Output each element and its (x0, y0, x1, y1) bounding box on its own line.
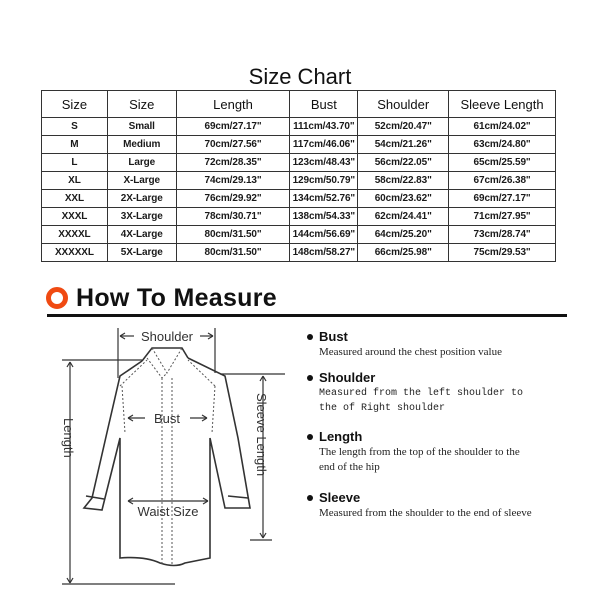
table-cell: 61cm/24.02" (449, 118, 556, 136)
table-cell: 129cm/50.79" (290, 172, 358, 190)
table-cell: Medium (107, 136, 176, 154)
page-title: Size Chart (248, 64, 352, 89)
table-cell: 80cm/31.50" (176, 226, 290, 244)
header-size-code: Size (42, 91, 108, 118)
table-cell: 148cm/58.27" (290, 244, 358, 262)
table-cell: 56cm/22.05" (358, 154, 449, 172)
table-row (42, 136, 556, 154)
table-cell: 3X-Large (107, 208, 176, 226)
table-cell: 54cm/21.26" (358, 136, 449, 154)
table-cell: 4X-Large (107, 226, 176, 244)
table-cell: 73cm/28.74" (449, 226, 556, 244)
bullet-icon (307, 434, 313, 440)
table-row (42, 172, 556, 190)
table-cell: S (42, 118, 108, 136)
table-cell: XL (42, 172, 108, 190)
table-cell: XXXL (42, 208, 108, 226)
table-cell: 5X-Large (107, 244, 176, 262)
table-cell: 134cm/52.76" (290, 190, 358, 208)
diagram-label-length: Length (61, 418, 76, 458)
table-header-row (42, 91, 556, 118)
table-cell: 138cm/54.33" (290, 208, 358, 226)
diagram-label-waist: Waist Size (137, 504, 199, 519)
table-cell: 2X-Large (107, 190, 176, 208)
table-cell: XXXXL (42, 226, 108, 244)
table-cell: Large (107, 154, 176, 172)
table-cell: 60cm/23.62" (358, 190, 449, 208)
table-cell: 58cm/22.83" (358, 172, 449, 190)
heading-divider (47, 314, 567, 317)
table-row (42, 190, 556, 208)
table-cell: 111cm/43.70" (290, 118, 358, 136)
diagram-label-sleeve: Sleeve Length (254, 393, 269, 477)
table-cell: M (42, 136, 108, 154)
table-cell: 69cm/27.17" (449, 190, 556, 208)
table-cell: 80cm/31.50" (176, 244, 290, 262)
measure-instructions (305, 328, 565, 531)
table-cell: 71cm/27.95" (449, 208, 556, 226)
header-shoulder: Shoulder (358, 91, 449, 118)
table-cell: 72cm/28.35" (176, 154, 290, 172)
bullet-icon (307, 375, 313, 381)
orange-circle-icon (46, 287, 68, 309)
instruction-shoulder: Shoulder Measured from the left shoulder to the of Right shoulder (305, 369, 565, 416)
table-cell: 52cm/20.47" (358, 118, 449, 136)
table-cell: 69cm/27.17" (176, 118, 290, 136)
table-cell: X-Large (107, 172, 176, 190)
instruction-length: Length The length from the top of the shoulder to the end of the hip (305, 428, 565, 475)
size-chart-table (41, 90, 556, 262)
table-cell: 76cm/29.92" (176, 190, 290, 208)
table-cell: XXXXXL (42, 244, 108, 262)
header-sleeve-length: Sleeve Length (449, 91, 556, 118)
table-cell: 144cm/56.69" (290, 226, 358, 244)
table-cell: 75cm/29.53" (449, 244, 556, 262)
header-size-name: Size (107, 91, 176, 118)
diagram-label-shoulder: Shoulder (140, 329, 194, 344)
table-cell: L (42, 154, 108, 172)
table-row (42, 154, 556, 172)
table-cell: 78cm/30.71" (176, 208, 290, 226)
table-cell: 62cm/24.41" (358, 208, 449, 226)
table-cell: 123cm/48.43" (290, 154, 358, 172)
table-cell: 67cm/26.38" (449, 172, 556, 190)
table-cell: 65cm/25.59" (449, 154, 556, 172)
bullet-icon (307, 334, 313, 340)
table-row (42, 226, 556, 244)
table-row (42, 208, 556, 226)
header-length: Length (176, 91, 290, 118)
table-cell: 64cm/25.20" (358, 226, 449, 244)
table-cell: XXL (42, 190, 108, 208)
table-cell: 70cm/27.56" (176, 136, 290, 154)
how-to-measure-heading: How To Measure (46, 283, 277, 313)
diagram-label-bust: Bust (153, 411, 181, 426)
table-cell: 117cm/46.06" (290, 136, 358, 154)
table-cell: 63cm/24.80" (449, 136, 556, 154)
table-cell: 66cm/25.98" (358, 244, 449, 262)
instruction-bust: Bust Measured around the chest position value (305, 328, 565, 360)
instruction-sleeve: Sleeve Measured from the shoulder to the end of sleeve (305, 489, 565, 521)
header-bust: Bust (290, 91, 358, 118)
table-cell: 74cm/29.13" (176, 172, 290, 190)
table-row (42, 244, 556, 262)
table-cell: Small (107, 118, 176, 136)
shirt-diagram (50, 318, 290, 593)
bullet-icon (307, 495, 313, 501)
table-row (42, 118, 556, 136)
